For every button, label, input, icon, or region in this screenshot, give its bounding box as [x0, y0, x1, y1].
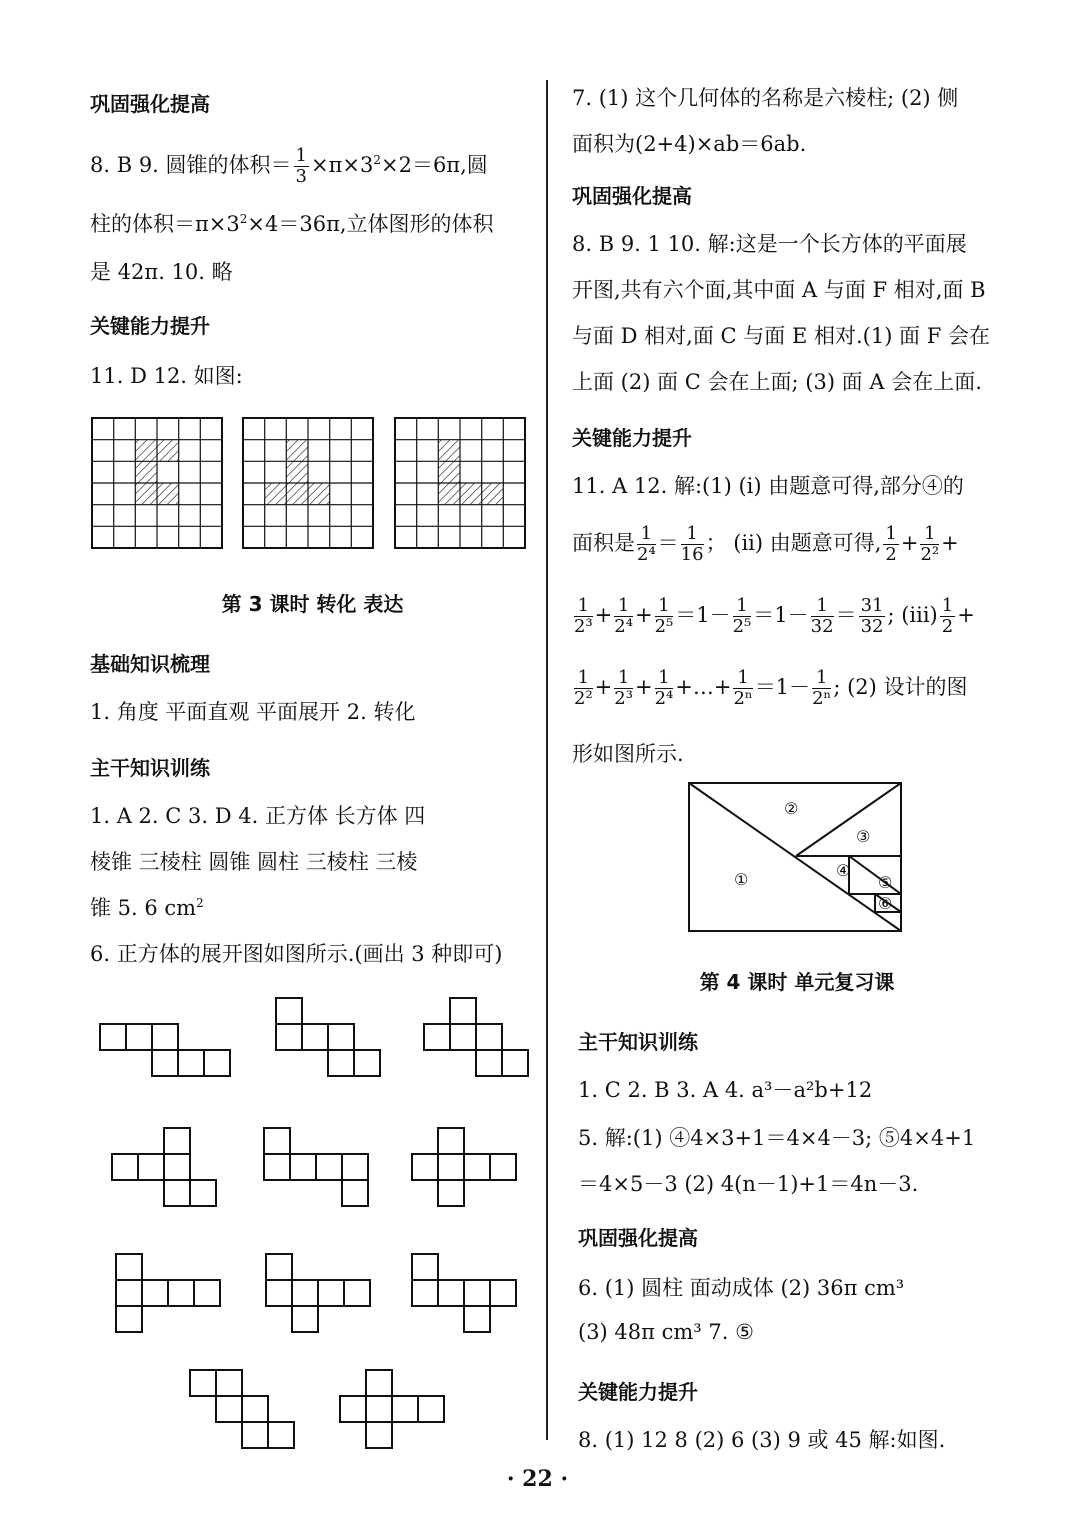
section-heading: 关键能力提升 [578, 1380, 698, 1404]
cube-nets [0, 990, 545, 1450]
region-label: ⑥ [878, 894, 893, 913]
answer-line: 面积为(2+4)×ab＝6ab. [572, 132, 807, 156]
net-5 [264, 1128, 368, 1206]
region-label: ④ [836, 861, 851, 880]
net-4 [112, 1128, 216, 1206]
section-heading: 巩固强化提高 [572, 184, 692, 208]
section-heading: 关键能力提升 [90, 314, 210, 338]
column-divider [546, 80, 548, 1440]
lesson-title: 第 3 课时 转化 表达 [221, 592, 404, 616]
answer-line: 8. B 9. 1 10. 解:这是一个长方体的平面展 [572, 232, 967, 256]
answer-line: 5. 解:(1) ④4×3+1＝4×4－3; ⑤4×4+1 [578, 1126, 976, 1150]
answer-line: 是 42π. 10. 略 [90, 260, 233, 284]
net-3 [424, 998, 528, 1076]
net-9 [412, 1254, 516, 1332]
net-2 [276, 998, 380, 1076]
grid-1 [92, 418, 222, 548]
answer-line: 1. A 2. C 3. D 4. 正方体 长方体 四 [90, 804, 426, 828]
net-7 [116, 1254, 220, 1332]
grid-figures [90, 416, 530, 550]
section-heading: 主干知识训练 [578, 1030, 698, 1054]
section-heading: 巩固强化提高 [90, 92, 210, 116]
answer-line: $\frac{1}{\text{2²}}$ + $\frac{1}{\text{2³}}$ + $\frac{1}{\text{2⁴}}$ +…+ $\frac{1}{\text{2ⁿ}}$ ＝1－ $\frac{1}{\text{2ⁿ}}$ ; (2) 设计的图 [574, 667, 968, 709]
section-heading: 巩固强化提高 [578, 1226, 698, 1250]
answer-line: 7. (1) 这个几何体的名称是六棱柱; (2) 侧 [572, 86, 959, 110]
answer-line: 棱锥 三棱柱 圆锥 圆柱 三棱柱 三棱 [90, 850, 418, 874]
answer-line: 锥 5. 6 $cm^2$ [90, 896, 204, 920]
answer-line: 柱的体积$=\pi\times 3^2\times 4=36\pi$,立体图形的体积 [90, 212, 494, 236]
region-label: ② [784, 799, 799, 818]
grid-2 [243, 418, 373, 548]
answer-line: 11. D 12. 如图: [90, 364, 243, 388]
page-number: · 22 · [506, 1466, 569, 1492]
region-label: ⑤ [878, 873, 893, 892]
net-6 [412, 1128, 516, 1206]
section-heading: 主干知识训练 [90, 756, 210, 780]
section-heading: 基础知识梳理 [90, 652, 210, 676]
text: 8. B 9. 圆锥的体积＝ [90, 153, 292, 177]
answer-line: 上面 (2) 面 C 会在上面; (3) 面 A 会在上面. [572, 370, 982, 394]
answer-line: 8. B 9. 圆锥的体积＝ $\frac{1}{3}$ $\times\pi\times 3^2\times 2=6\pi$,圆 [90, 145, 488, 187]
net-11 [340, 1370, 444, 1448]
answer-line: 6. 正方体的展开图如图所示.(画出 3 种即可) [90, 942, 503, 966]
net-10 [190, 1370, 294, 1448]
region-label: ① [734, 870, 749, 889]
lesson-title: 第 4 课时 单元复习课 [699, 970, 895, 994]
answer-line: 1. C 2. B 3. A 4. a³－a²b+12 [578, 1078, 873, 1102]
answer-line: ＝4×5－3 (2) 4(n－1)+1＝4n－3. [578, 1172, 919, 1196]
section-heading: 关键能力提升 [572, 426, 692, 450]
answer-line: 开图,共有六个面,其中面 A 与面 F 相对,面 B [572, 278, 986, 302]
answer-line: 11. A 12. 解:(1) (i) 由题意可得,部分④的 [572, 474, 964, 498]
partition-figure [688, 782, 904, 934]
net-1 [100, 1024, 230, 1076]
grid-3 [395, 418, 525, 548]
answer-line: 6. (1) 圆柱 面动成体 (2) 36π cm³ [578, 1276, 905, 1300]
answer-line: 面积是 $\frac{1}{\text{2⁴}}$ ＝ $\frac{1}{16}$ ； (ii) 由题意可得, $\frac{1}{2}$ + $\frac{1}{\text{2²}}$ + [572, 523, 959, 565]
answer-line: 形如图所示. [572, 742, 684, 766]
net-8 [266, 1254, 370, 1332]
answer-line: 8. (1) 12 8 (2) 6 (3) 9 或 45 解:如图. [578, 1428, 946, 1452]
fraction: $\frac{1}{3}$ [295, 145, 307, 187]
answer-line: $\frac{1}{\text{2³}}$ + $\frac{1}{\text{2⁴}}$ + $\frac{1}{\text{2⁵}}$ ＝1－ $\frac{1}{\text{2⁵}}$ ＝1－ $\frac{1}{32}$ ＝ $\frac{31}{32}$ ; (iii) $\frac{1}{2}$ + [574, 595, 975, 637]
answer-line: 与面 D 相对,面 C 与面 E 相对.(1) 面 F 会在 [572, 324, 990, 348]
answer-line: 1. 角度 平面直观 平面展开 2. 转化 [90, 700, 416, 724]
answer-line: (3) 48π cm³ 7. ⑤ [578, 1320, 754, 1344]
region-label: ③ [856, 827, 871, 846]
